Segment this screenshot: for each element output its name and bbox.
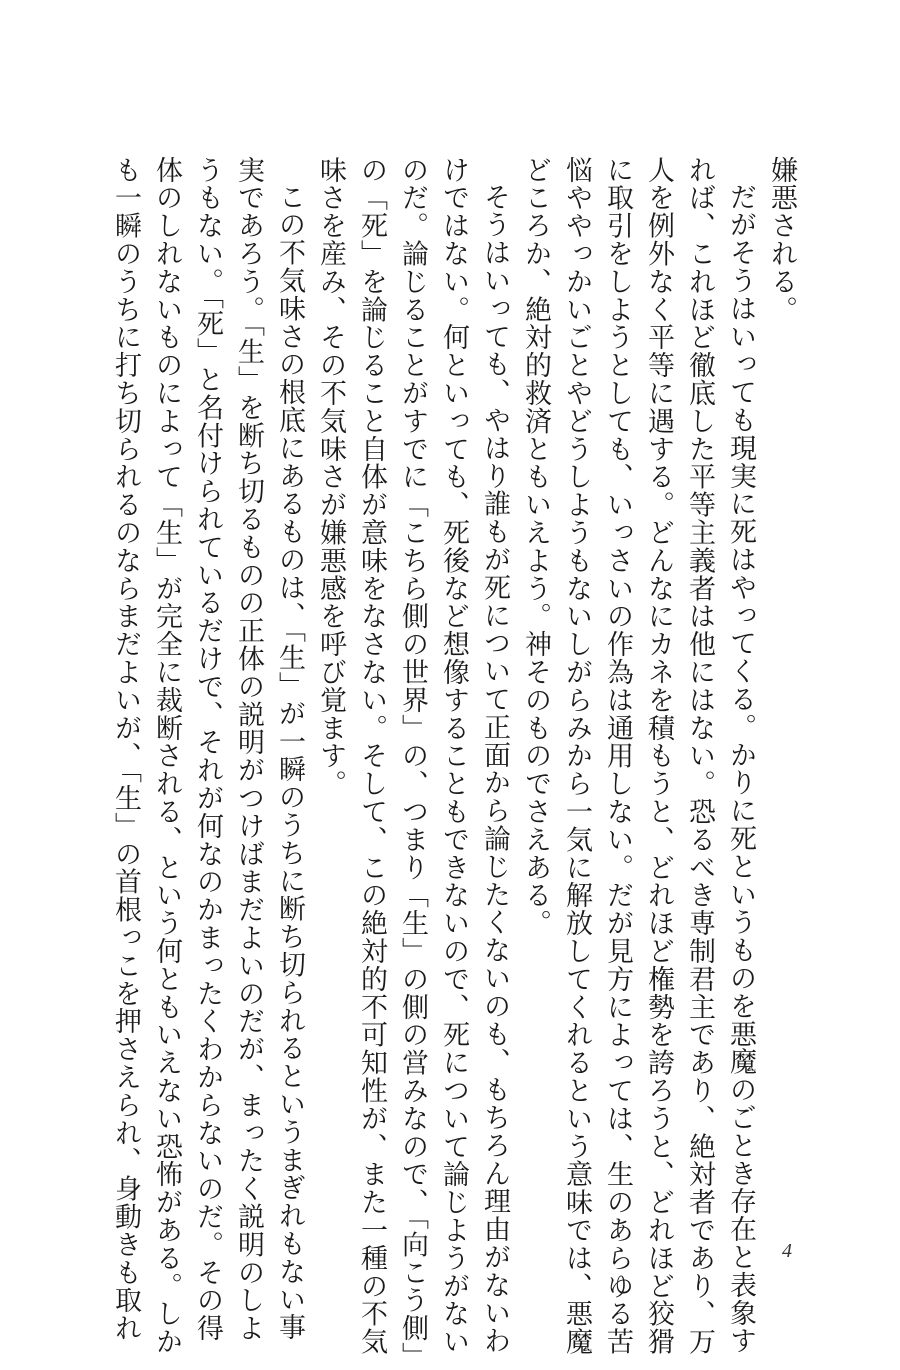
text-line-content: だがそうはいっても現実に死はやってくる。かりに死というものを悪魔のごとき存在と表象す xyxy=(725,183,756,1355)
text-line: 嫌悪される。 xyxy=(766,156,797,324)
text-line: けではない。何といっても、死後など想像することもできないので、死について論じようがない xyxy=(438,156,469,1356)
text-line: 実であろう。「生」を断ち切るものの正体の説明がつけばまだよいのだが、まったく説明のしよ xyxy=(233,156,264,1343)
text-line-content: この不気味さの根底にあるものは、「生」が一瞬のうちに断ち切られるというまぎれもない事 xyxy=(274,183,305,1342)
text-line xyxy=(269,156,310,1342)
text-line: も一瞬のうちに打ち切られるのならまだよいが、「生」の首根っこを押さえられ、身動きも取れ xyxy=(110,156,141,1343)
text-line: 悩ややっかいごとやどうしようもないしがらみから一気に解放してくれるという意味では、悪魔 xyxy=(561,156,592,1356)
text-line xyxy=(474,156,515,1355)
text-line: に取引をしようとしても、いっさいの作為は通用しない。だが見方によっては、生のあらゆる苦 xyxy=(602,156,633,1356)
page-number: 4 xyxy=(782,1240,792,1262)
text-line: の「死」を論じること自体が意味をなさない。そして、この絶対的不可知性が、また一種の不気 xyxy=(356,156,387,1356)
text-line: 味さを産み、その不気味さが嫌悪感を呼び覚ます。 xyxy=(315,156,346,798)
text-line: のだ。論じることがすでに「こちら側の世界」の、つまり「生」の側の営みなので、「向こう側」 xyxy=(397,156,428,1370)
text-line xyxy=(720,156,761,1355)
text-line: どころか、絶対的救済ともいえよう。神そのものでさえある。 xyxy=(520,156,551,938)
text-line: うもない。「死」と名付けられているだけで、それが何なのかまったくわからないのだ。その得 xyxy=(192,156,223,1343)
text-line: 体のしれないものによって「生」が完全に裁断される、という何ともいえない恐怖がある。しか xyxy=(151,156,182,1356)
text-line-content: そうはいっても、やはり誰もが死について正面から論じたくないのも、もちろん理由がないわ xyxy=(479,183,510,1355)
text-line: れば、これほど徹底した平等主義者は他にはない。恐るべき専制君主であり、絶対者であり、万 xyxy=(684,156,715,1356)
text-line: 人を例外なく平等に遇する。どんなにカネを積もうと、どれほど権勢を誇ろうと、どれほど狡猾 xyxy=(643,156,674,1356)
vertical-text-body xyxy=(110,156,802,1370)
